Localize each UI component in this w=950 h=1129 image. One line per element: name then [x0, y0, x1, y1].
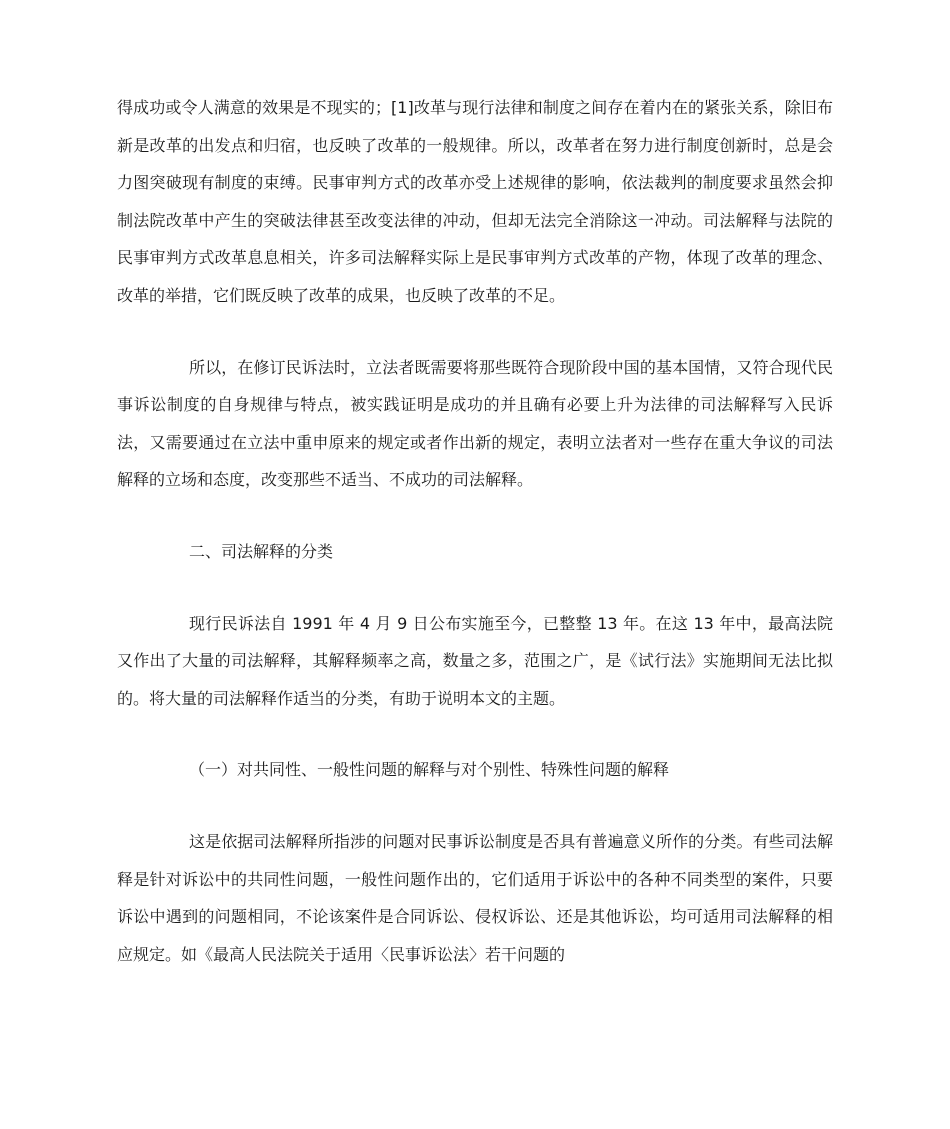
section-heading-classification: 二、司法解释的分类	[189, 541, 334, 561]
paragraph-spacer	[117, 499, 833, 533]
paragraph-spacer	[117, 571, 833, 605]
document-body	[117, 89, 833, 973]
paragraph-reform-tension: 得成功或令人满意的效果是不现实的；[1]改革与现行法律和制度之间存在着内在的紧张关系，除旧布新是改革的出发点和归宿，也反映了改革的一般规律。所以，改革者在努力进行制度创新时，总是会力图突破现有制度的束缚。民事审判方式的改革亦受上述规律的影响，依法裁判的制度要求虽然会抑制法院改革中产生的突破法律甚至改变法律的冲动，但却无法完全消除这一冲动。司法解释与法院的民事审判方式改革息息相关，许多司法解释实际上是民事审判方式改革的产物，体现了改革的理念、改革的举措，它们既反映了改革的成果，也反映了改革的不足。	[117, 98, 833, 305]
paragraph-current-civil-procedure-law: 现行民诉法自 1991 年 4 月 9 日公布实施至今，已整整 13 年。在这 13 年中，最高法院又作出了大量的司法解释，其解释频率之高，数量之多，范围之广，是《试行法》实施期间无法比拟的。将大量的司法解释作适当的分类，有助于说明本文的主题。	[117, 613, 833, 708]
paragraph-spacer	[117, 315, 833, 349]
paragraph-spacer	[117, 717, 833, 751]
paragraph-classification-basis: 这是依据司法解释所指涉的问题对民事诉讼制度是否具有普遍意义所作的分类。有些司法解释是针对诉讼中的共同性问题，一般性问题作出的，它们适用于诉讼中的各种不同类型的案件，只要诉讼中遇到的问题相同，不论该案件是合同诉讼、侵权诉讼、还是其他诉讼，均可适用司法解释的相应规定。如《最高人民法院关于适用〈民事诉讼法〉若干问题的	[117, 831, 833, 964]
paragraph-legislator-revision: 所以，在修订民诉法时，立法者既需要将那些既符合现阶段中国的基本国情，又符合现代民事诉讼制度的自身规律与特点，被实践证明是成功的并且确有必要上升为法律的司法解释写入民诉法，又需要通过在立法中重申原来的规定或者作出新的规定，表明立法者对一些存在重大争议的司法解释的立场和态度，改变那些不适当、不成功的司法解释。	[117, 357, 833, 490]
paragraph-spacer	[117, 789, 833, 823]
subsection-heading-general-vs-specific: （一）对共同性、一般性问题的解释与对个别性、特殊性问题的解释	[189, 760, 670, 780]
